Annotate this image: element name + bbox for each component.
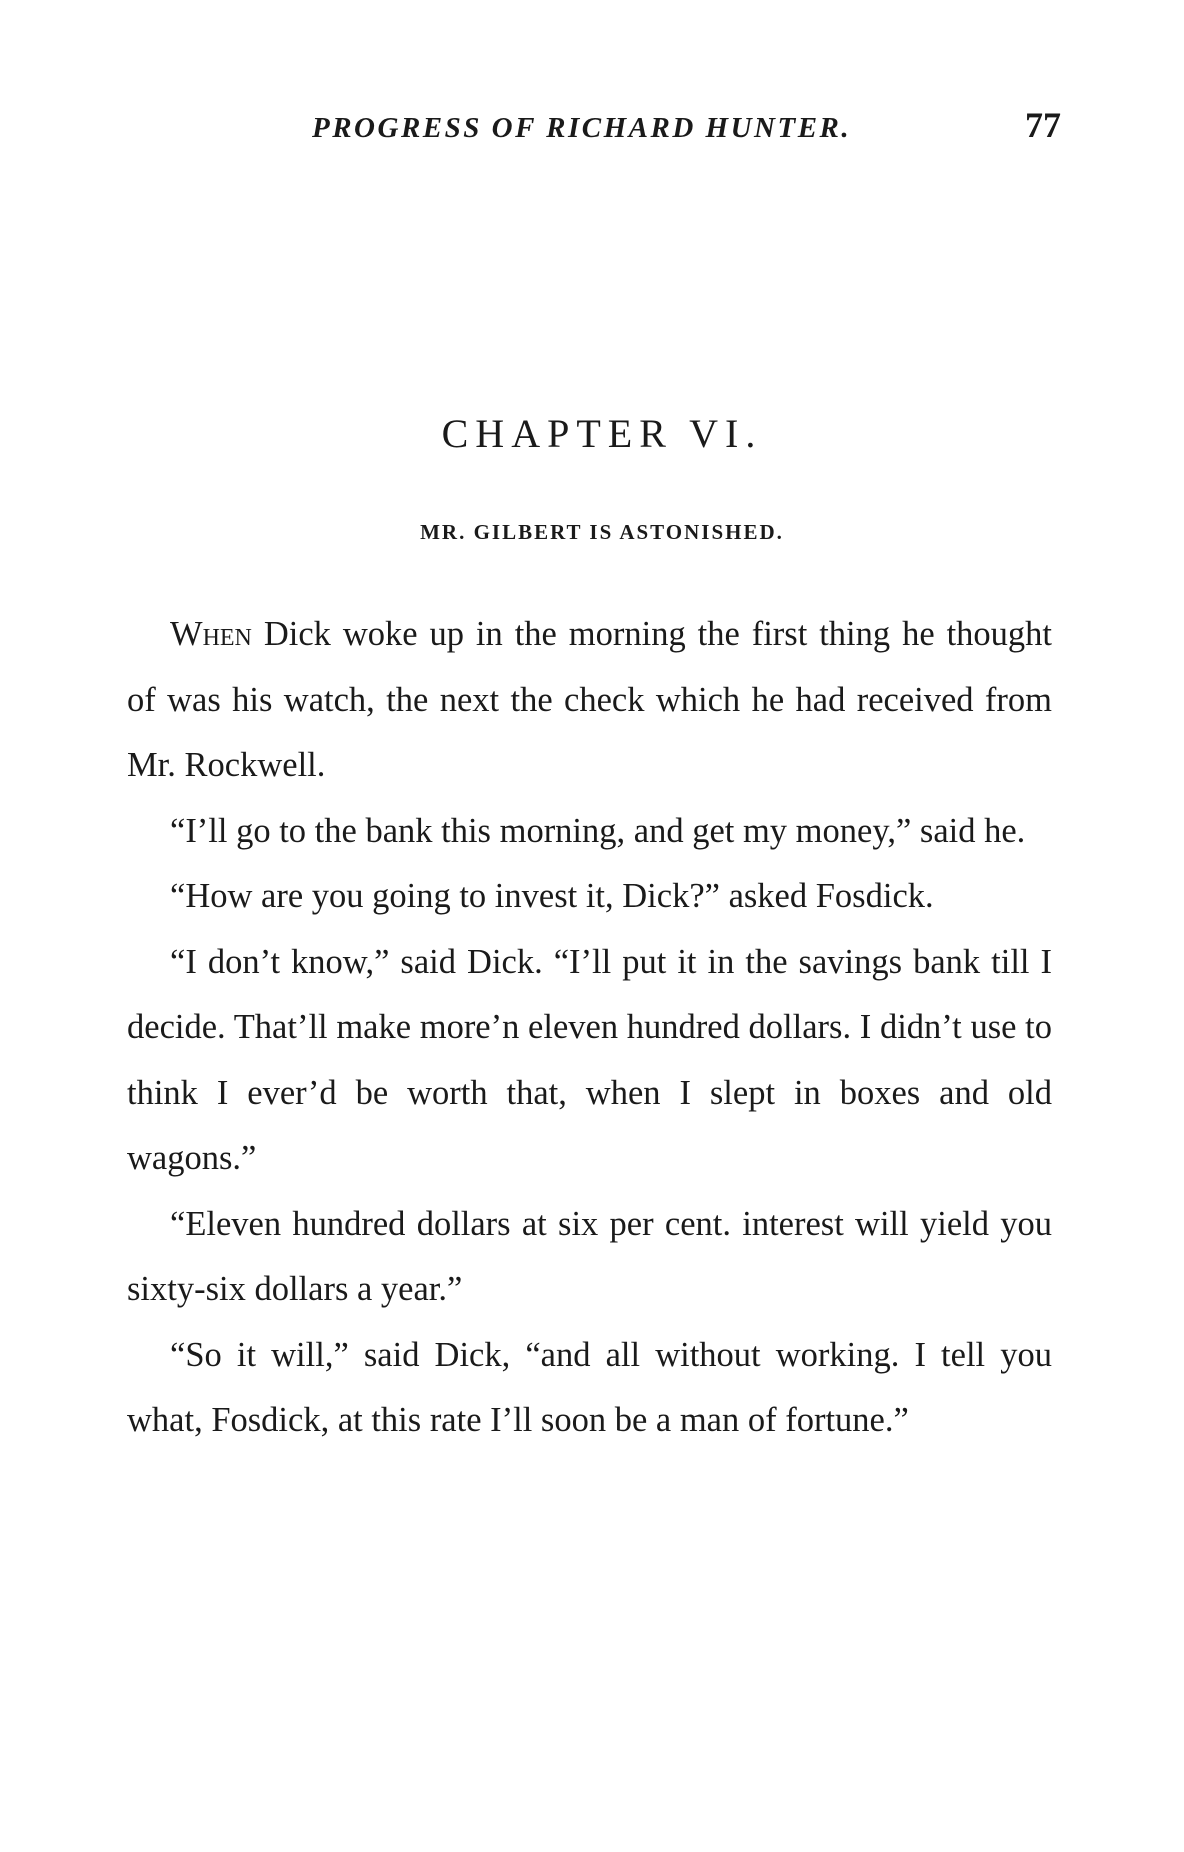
paragraph: “How are you going to invest it, Dick?” asked Fosdick.: [170, 877, 934, 915]
paragraph-text: Dick woke up in the morning the first thing he thought of was his watch, the next the check which he had received from Mr. Rockwell.: [127, 615, 1052, 784]
body-text: [127, 602, 1052, 1454]
running-head: [300, 105, 1065, 162]
chapter-title: CHAPTER VI.: [441, 411, 763, 456]
paragraph: “Eleven hundred dollars at six per cent. interest will yield you sixty-six dollars a year.”: [127, 1204, 1052, 1308]
paragraph: [127, 602, 1052, 799]
running-title: PROGRESS OF RICHARD HUNTER.: [312, 112, 852, 144]
paragraph: “I don’t know,” said Dick. “I’ll put it in the savings bank till I decide. That’ll make more’n eleven hundred dollars. I didn’t use to think I ever’d be worth that, when I slept in boxes and old wagons.”: [127, 942, 1052, 1177]
paragraph-lead-word: When: [170, 615, 252, 653]
chapter-subtitle: MR. GILBERT IS ASTONISHED.: [420, 520, 784, 544]
paragraph: “So it will,” said Dick, “and all without working. I tell you what, Fosdick, at this rate I’ll soon be a man of fortune.”: [127, 1335, 1052, 1439]
paragraph: “I’ll go to the bank this morning, and get my money,” said he.: [170, 811, 1026, 850]
page-number: 77: [1025, 105, 1061, 145]
